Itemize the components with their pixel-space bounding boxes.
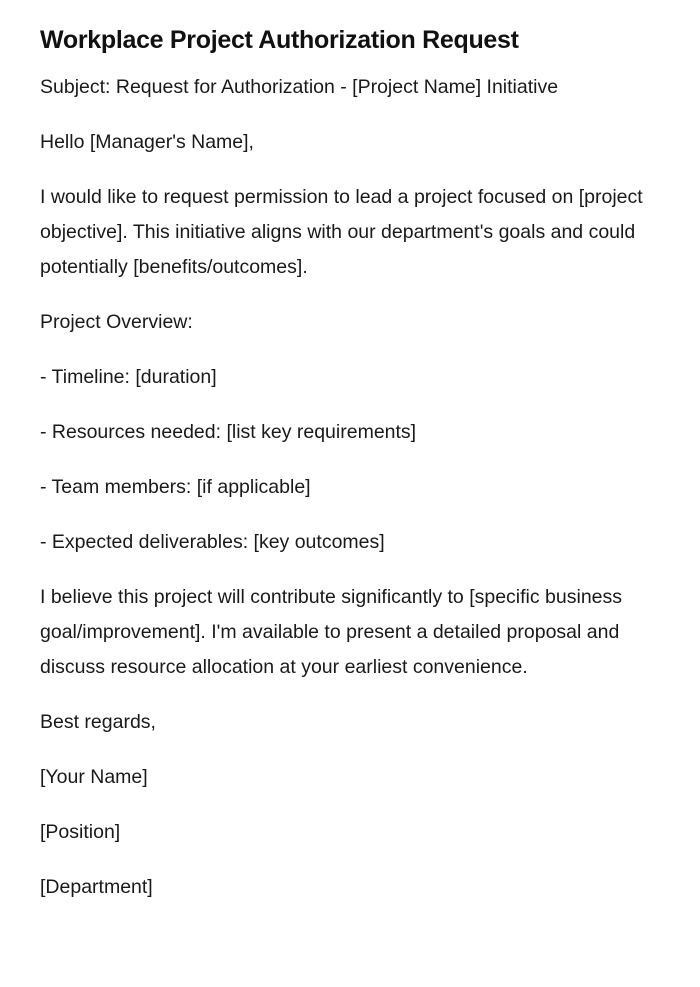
signature-name: [Your Name] [40, 766, 148, 788]
signature-position: [Position] [40, 821, 121, 843]
signature-department: [Department] [40, 876, 153, 898]
sign-off: Best regards, [40, 711, 156, 733]
overview-item-team: - Team members: [if applicable] [40, 476, 311, 498]
overview-heading: Project Overview: [40, 311, 193, 333]
document-title: Workplace Project Authorization Request [40, 26, 519, 54]
subject-line: Subject: Request for Authorization - [Project Name] Initiative [40, 76, 559, 98]
letter-document [40, 22, 650, 925]
overview-item-timeline: - Timeline: [duration] [40, 366, 217, 388]
closing-paragraph: I believe this project will contribute significantly to [specific business goal/improvement]. I'm available to present a detailed proposal and discuss resource allocation at your earliest convenience. [40, 586, 623, 678]
intro-paragraph: I would like to request permission to lead a project focused on [project objective]. This initiative aligns with our department's goals and could potentially [benefits/outcomes]. [40, 186, 643, 278]
overview-item-resources: - Resources needed: [list key requirements] [40, 421, 417, 443]
overview-item-deliverables: - Expected deliverables: [key outcomes] [40, 531, 385, 553]
greeting: Hello [Manager's Name], [40, 131, 254, 153]
